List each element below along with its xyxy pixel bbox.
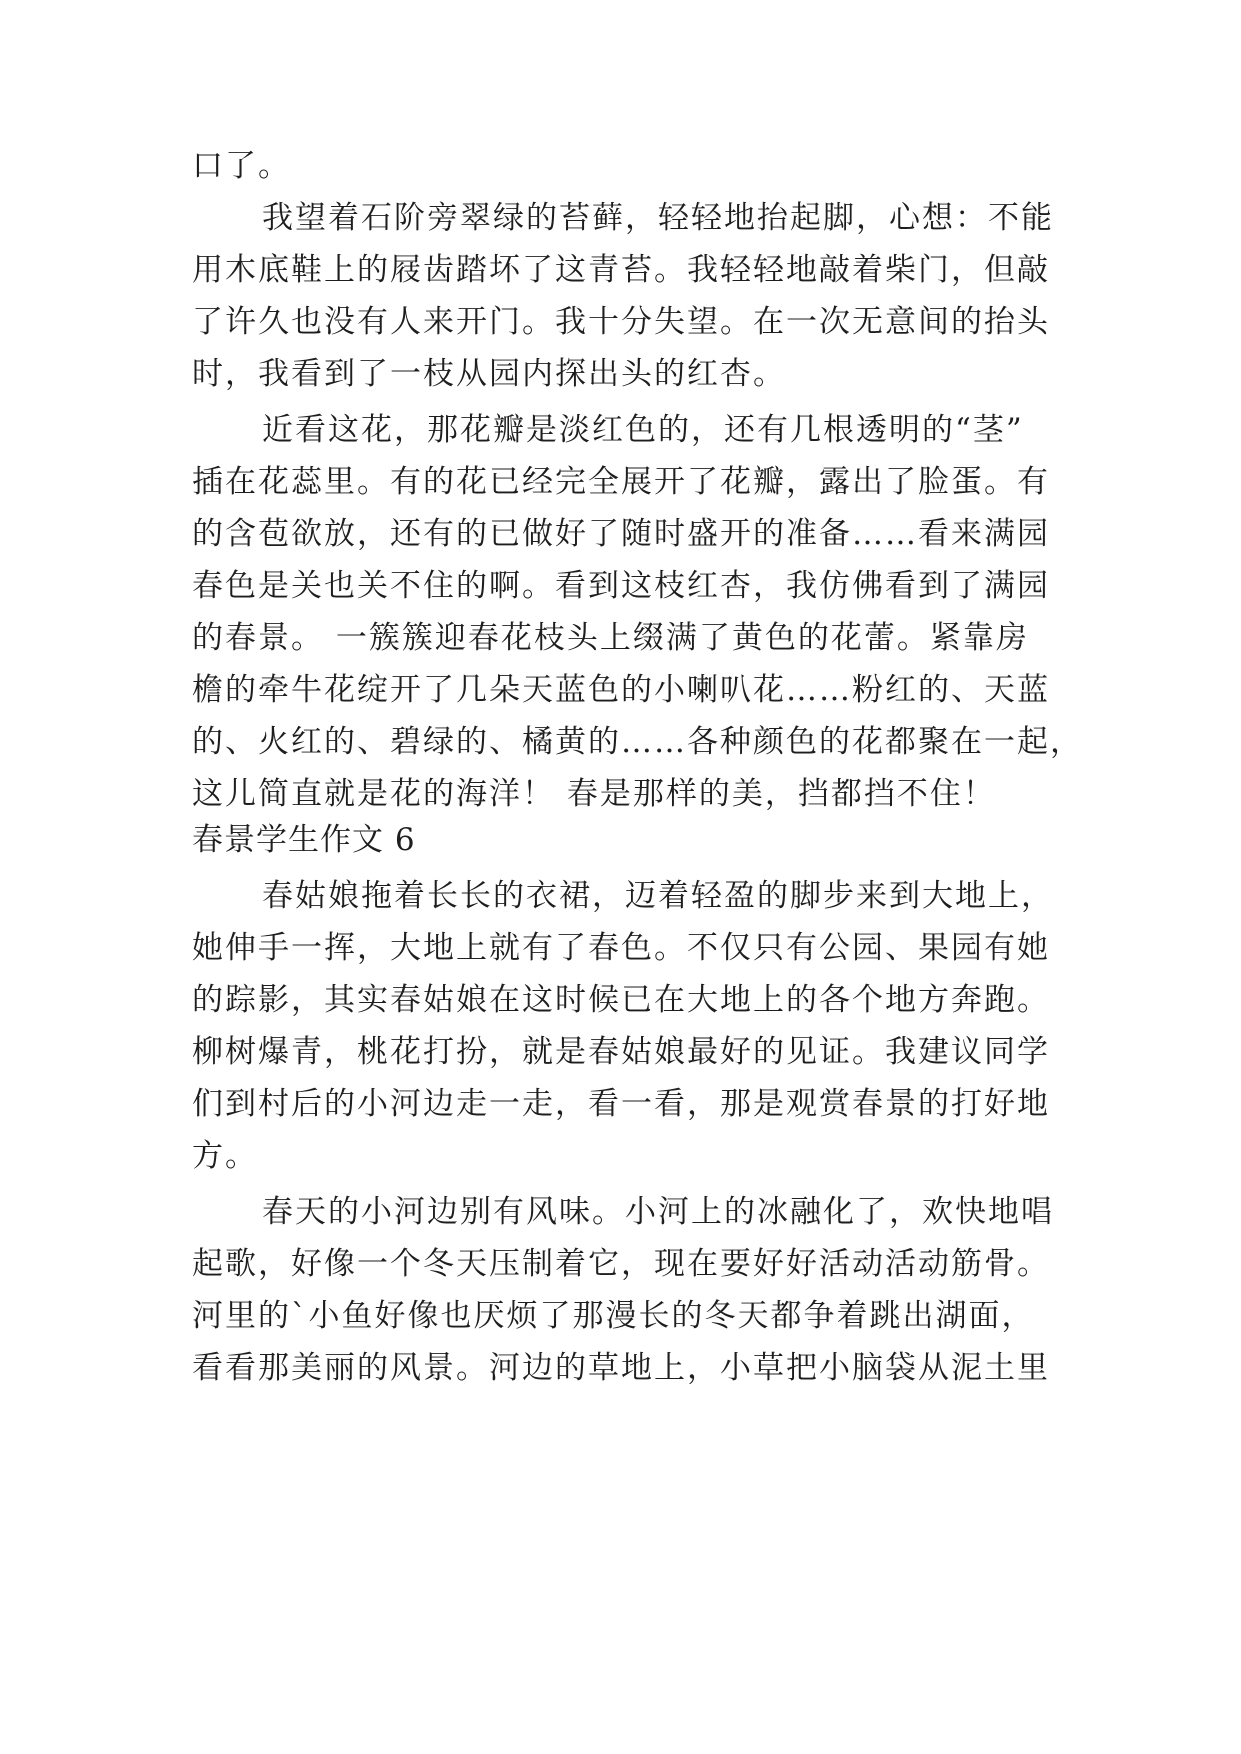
text-line: 口了。 <box>192 148 291 184</box>
text-line: 看看那美丽的风景。河边的草地上，小草把小脑袋从泥土里 <box>192 1350 1050 1386</box>
text-line: 柳树爆青，桃花打扮，就是春姑娘最好的见证。我建议同学 <box>192 1034 1050 1070</box>
section-heading: 春景学生作文 6 <box>192 822 416 858</box>
text-line: 的踪影，其实春姑娘在这时候已在大地上的各个地方奔跑。 <box>192 982 1050 1018</box>
text-line: 了许久也没有人来开门。我十分失望。在一次无意间的抬头 <box>192 304 1050 340</box>
text-line: 河里的`小鱼好像也厌烦了那漫长的冬天都争着跳出湖面， <box>192 1298 1035 1334</box>
text-line: 春姑娘拖着长长的衣裙，迈着轻盈的脚步来到大地上， <box>262 878 1054 914</box>
text-line: 时，我看到了一枝从园内探出头的红杏。 <box>192 356 786 392</box>
text-line: 这儿简直就是花的海洋！ 春是那样的美，挡都挡不住！ <box>192 776 996 812</box>
text-line: 方。 <box>192 1138 258 1174</box>
text-line: 插在花蕊里。有的花已经完全展开了花瓣，露出了脸蛋。有 <box>192 464 1050 500</box>
text-line: 近看这花，那花瓣是淡红色的，还有几根透明的“茎” <box>262 412 1024 448</box>
text-line: 的春景。 一簇簇迎春花枝头上缀满了黄色的花蕾。紧靠房 <box>192 620 1029 656</box>
text-line: 的、火红的、碧绿的、橘黄的……各种颜色的花都聚在一起， <box>192 724 1083 760</box>
text-line: 她伸手一挥，大地上就有了春色。不仅只有公园、果园有她 <box>192 930 1050 966</box>
text-line: 我望着石阶旁翠绿的苔藓，轻轻地抬起脚，心想：不能 <box>262 200 1054 236</box>
text-line: 春天的小河边别有风味。小河上的冰融化了，欢快地唱 <box>262 1194 1054 1230</box>
text-line: 们到村后的小河边走一走，看一看，那是观赏春景的打好地 <box>192 1086 1050 1122</box>
text-line: 檐的牵牛花绽开了几朵天蓝色的小喇叭花……粉红的、天蓝 <box>192 672 1050 708</box>
text-line: 春色是关也关不住的啊。看到这枝红杏，我仿佛看到了满园 <box>192 568 1050 604</box>
text-line: 的含苞欲放，还有的已做好了随时盛开的准备……看来满园 <box>192 516 1050 552</box>
text-line: 用木底鞋上的屐齿踏坏了这青苔。我轻轻地敲着柴门，但敲 <box>192 252 1050 288</box>
text-line: 起歌，好像一个冬天压制着它，现在要好好活动活动筋骨。 <box>192 1246 1050 1282</box>
